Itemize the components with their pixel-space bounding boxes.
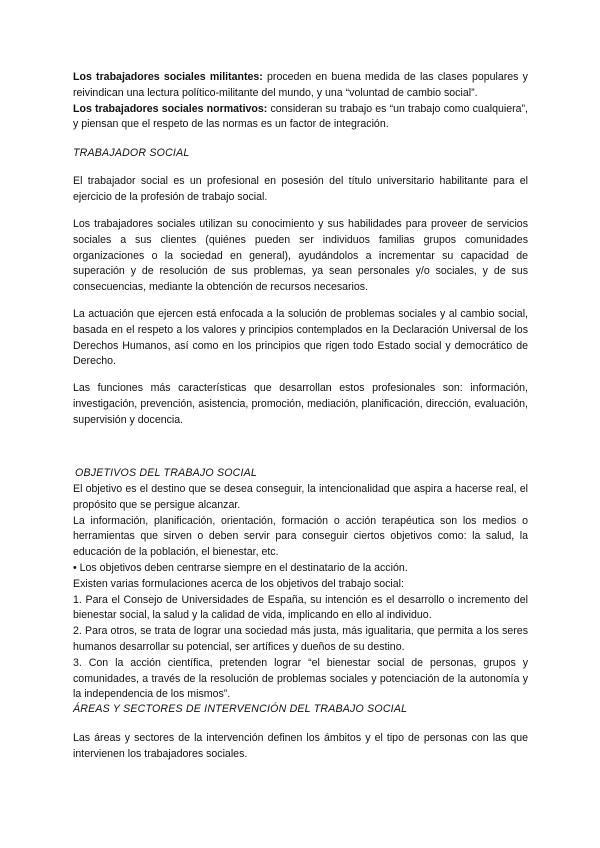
militantes-text: proceden en buena medida de las clases populares y reivindican una lectura político-militante del mundo, y una “voluntad de cambio social”. <box>73 71 528 99</box>
heading-objetivos: OBJETIVOS DEL TRABAJO SOCIAL <box>75 467 258 479</box>
militantes-paragraph <box>73 70 528 102</box>
heading-trabajador-social: TRABAJADOR SOCIAL <box>73 147 190 159</box>
paragraph-definicion: El trabajador social es un profesional en posesión del título universitario habilitante para el ejercicio de la profesión de trabajo social. <box>73 175 528 203</box>
objetivos-line: La información, planificación, orientación, formación o acción terapéutica son los medios o herramientas que sirven o deben servir para conseguir ciertos objetivos como: la salud, la educación de la población, el bienestar, etc. <box>73 514 528 559</box>
paragraph-areas: Las áreas y sectores de la intervención definen los ámbitos y el tipo de personas con las que intervienen los trabajadores sociales. <box>73 732 528 760</box>
objetivos-item-2: 2. Para otros, se trata de lograr una sociedad más justa, más igualitaria, que permita a los seres humanos desarrollar su potencial, ser artífices y dueños de su destino. <box>73 625 528 653</box>
heading-areas: ÁREAS Y SECTORES DE INTERVENCIÓN DEL TRABAJO SOCIAL <box>73 703 408 715</box>
normativos-label: Los trabajadores sociales normativos: <box>73 102 268 115</box>
objetivos-block <box>73 482 528 703</box>
militantes-label: Los trabajadores sociales militantes: <box>73 71 263 83</box>
paragraph-actuacion: La actuación que ejercen está enfocada a la solución de problemas sociales y al cambio social, basada en el respeto a los valores y principios contemplados en la Declaración Universal de los Derechos Humanos, así como en los principios que rigen todo Estado social y democrático de Derecho. <box>73 308 528 368</box>
objetivos-line: El objetivo es el destino que se desea conseguir, la intencionalidad que aspira a hacerse real, el propósito que se persigue alcanzar. <box>73 483 528 511</box>
objetivos-item-3: 3. Con la acción científica, pretenden lograr “el bienestar social de personas, grupos y comunidades, a través de la resolución de problemas sociales y potenciación de la autonomía y la independencia de los mismos”. <box>73 656 528 701</box>
paragraph-funciones: Las funciones más características que desarrollan estos profesionales son: información, investigación, prevención, asistencia, promoción, mediación, planificación, dirección, evaluación, supervisión y docencia. <box>73 382 528 426</box>
objetivos-item-1: 1. Para el Consejo de Universidades de España, su intención es el desarrollo o incremento del bienestar social, la salud y la calidad de vida, implicando en ello al individuo. <box>73 593 528 622</box>
intro-block <box>73 70 528 133</box>
objetivos-bullet: • Los objetivos deben centrarse siempre en el destinatario de la acción. <box>73 561 408 574</box>
objetivos-line: Existen varias formulaciones acerca de los objetivos del trabajo social: <box>73 577 404 590</box>
normativos-paragraph <box>73 102 528 134</box>
normativos-text: consideran su trabajo es “un trabajo como cualquiera”, y piensan que el respeto de las normas es un factor de integración. <box>73 102 528 131</box>
paragraph-habilidades: Los trabajadores sociales utilizan su conocimiento y sus habilidades para proveer de servicios sociales a sus clientes (quiénes pueden ser individuos familias grupos comunidades organizaciones o la sociedad en general), ayudándolos a incrementar su capacidad de superación y de resolución de sus problemas, ya sean personales y/o sociales, y de sus consecuencias, mediante la obtención de recursos necesarios. <box>73 218 528 294</box>
